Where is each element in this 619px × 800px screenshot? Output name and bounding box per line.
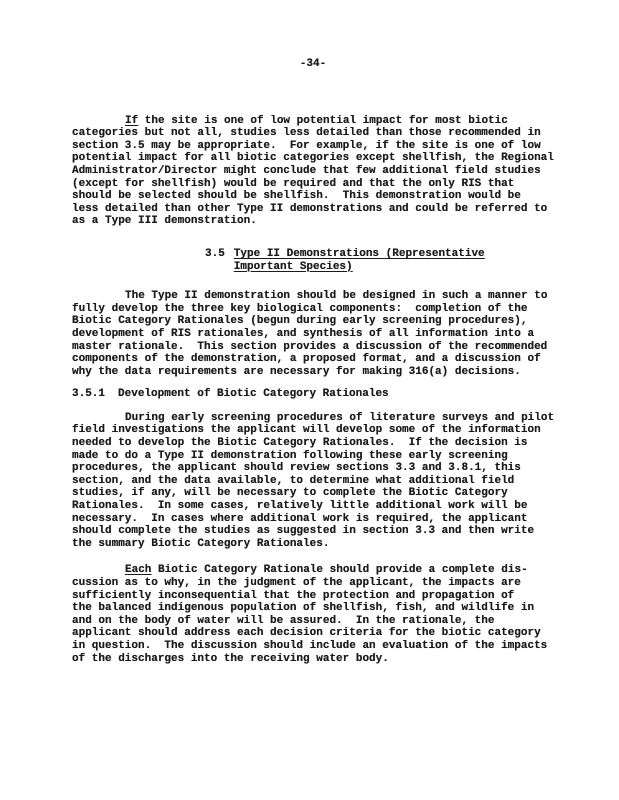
text-line: Administrator/Director might conclude that few additional field studies [72, 164, 541, 177]
section-heading-3-5 [205, 248, 559, 273]
underlined-word: If [125, 114, 139, 127]
text-line: applicant should address each decision criteria for the biotic category [72, 627, 541, 640]
text-line: should be selected should be shellfish. This demonstration would be [72, 190, 521, 203]
underlined-word: Each [125, 564, 152, 577]
section-title: Development of Biotic Category Rationales [118, 388, 389, 401]
text-line: Biotic Category Rationales (begun during early screening procedures), [72, 315, 528, 328]
text-line: During early screening procedures of literature surveys and pilot [125, 411, 555, 424]
text-line: (except for shellfish) would be required and that the only RIS that [72, 177, 515, 190]
page-number: -34- [299, 58, 327, 70]
text-line: development of RIS rationales, and synthesis of all information into a [72, 327, 535, 340]
paragraph-intro [72, 115, 559, 228]
text-line: of the discharges into the receiving water body. [72, 652, 389, 665]
text-line [72, 564, 559, 577]
text-line: as a Type III demonstration. [72, 215, 257, 228]
text-line: the balanced indigenous population of shellfish, fish, and wildlife in [72, 602, 535, 615]
text-line: should complete the studies as suggested in section 3.3 and then write [72, 525, 535, 538]
text-line: fully develop the three key biological components: completion of the [72, 302, 528, 315]
text-line: potential impact for all biotic categories except shellfish, the Regional [72, 152, 554, 165]
section-number: 3.5.1 [72, 388, 106, 401]
text-line: studies, if any, will be necessary to complete the Biotic Category [72, 487, 508, 500]
text-line: necessary. In cases where additional work is required, the applicant [72, 512, 528, 525]
section-title [234, 248, 485, 273]
section-number: 3.5 [205, 247, 225, 260]
text-line: components of the demonstration, a proposed format, and a discussion of [72, 353, 541, 366]
text-line: procedures, the applicant should review sections 3.3 and 3.8.1, this [72, 462, 521, 475]
text-span: the site is one of low potential impact for most biotic [138, 114, 508, 127]
text-line: section 3.5 may be appropriate. For example, if the site is one of low [72, 139, 541, 152]
paragraph-each-rationale [72, 564, 559, 665]
paragraph-type-2-demo [72, 290, 559, 378]
text-line: cussion as to why, in the judgment of the applicant, the impacts are [72, 577, 521, 589]
text-line: made to do a Type II demonstration following these early screening [72, 449, 508, 462]
text-line: less detailed than other Type II demonstrations and could be referred to [72, 202, 548, 215]
section-title-line: Type II Demonstrations (Representative [233, 247, 485, 260]
text-line: Rationales. In some cases, relatively little additional work will be [72, 500, 528, 513]
text-line: section, and the data available, to determine what additional field [72, 474, 515, 487]
text-line: why the data requirements are necessary for making 316(a) decisions. [72, 365, 521, 378]
section-heading-3-5-1 [72, 388, 559, 401]
text-line: and on the body of water will be assured. In the rationale, the [72, 614, 495, 627]
paragraph-development-rationales [72, 412, 559, 551]
text-line: needed to develop the Biotic Category Rationales. If the decision is [72, 437, 528, 450]
text-line: master rationale. This section provides a discussion of the recommended [72, 340, 548, 353]
text-line: in question. The discussion should include an evaluation of the impacts [72, 639, 548, 652]
text-line: The Type II demonstration should be designed in such a manner to [125, 290, 548, 303]
text-line: the summary Biotic Category Rationales. [72, 537, 330, 550]
text-line: sufficiently inconsequential that the protection and propagation of [72, 589, 515, 602]
text-line: field investigations the applicant will develop some of the information [72, 424, 541, 437]
section-title-line: Important Species) [233, 260, 353, 273]
text-span: Biotic Category Rationale should provide a complete dis- [151, 564, 528, 577]
text-line: categories but not all, studies less detailed than those recommended in [72, 127, 541, 140]
text-line [72, 115, 559, 128]
